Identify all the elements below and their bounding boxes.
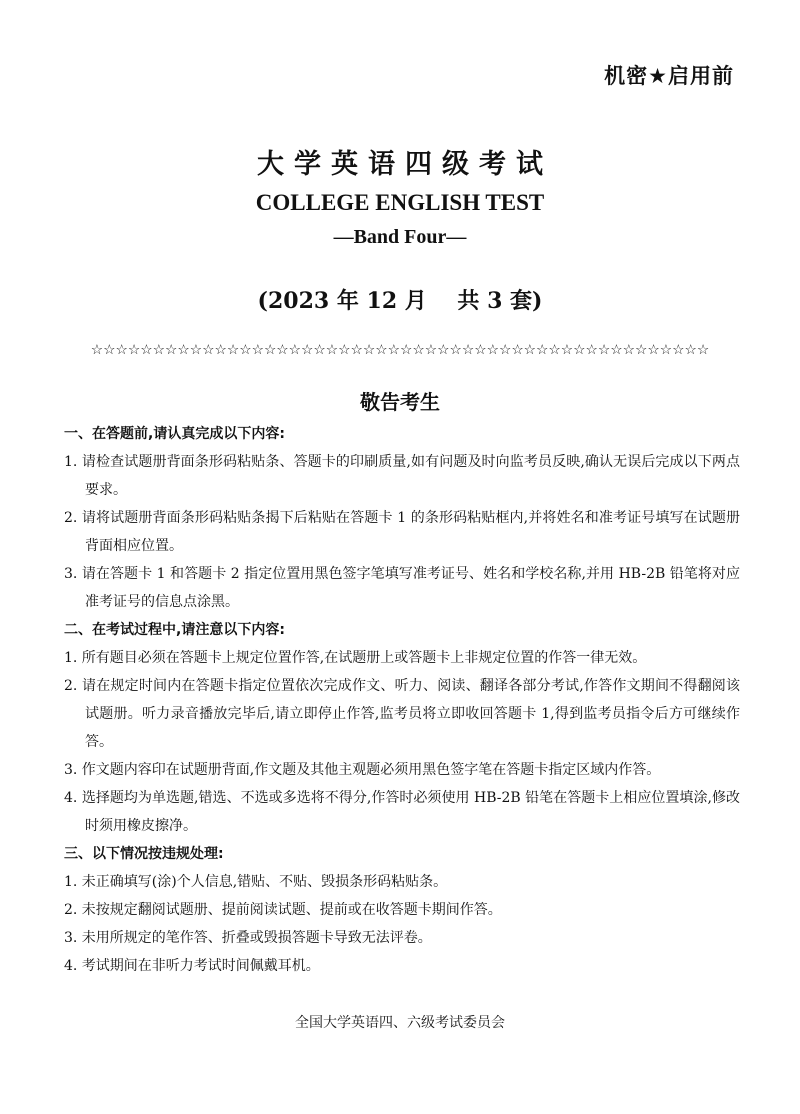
notice-item: 4. 选择题均为单选题,错选、不选或多选将不得分,作答时必须使用 HB-2B 铅笔在答题卡上相应位置填涂,修改时须用橡皮擦净。 <box>64 790 740 834</box>
star-divider: ☆☆☆☆☆☆☆☆☆☆☆☆☆☆☆☆☆☆☆☆☆☆☆☆☆☆☆☆☆☆☆☆☆☆☆☆☆☆☆☆☆☆☆☆☆☆☆☆☆☆ <box>90 342 710 358</box>
exam-title-english: COLLEGE ENGLISH TEST <box>255 190 545 215</box>
exam-date-line: (2023 年 12 月 共 3 套) <box>257 288 543 314</box>
section-heading: 二、在考试过程中,请注意以下内容: <box>64 622 285 638</box>
notice-section-violations <box>64 840 740 980</box>
notice-item: 1. 所有题目必须在答题卡上规定位置作答,在试题册上或答题卡上非规定位置的作答一律无效。 <box>64 650 647 666</box>
notice-item: 4. 考试期间在非听力考试时间佩戴耳机。 <box>64 958 320 974</box>
notice-section-before-exam <box>64 420 740 616</box>
notice-content <box>64 420 740 980</box>
section-heading: 三、以下情况按违规处理: <box>64 846 224 862</box>
section-heading: 一、在答题前,请认真完成以下内容: <box>64 426 285 442</box>
notice-section-during-exam <box>64 616 740 840</box>
exam-title-chinese: 大学英语四级考试 <box>257 149 553 180</box>
notice-item: 2. 未按规定翻阅试题册、提前阅读试题、提前或在收答题卡期间作答。 <box>64 902 502 918</box>
notice-item: 3. 未用所规定的笔作答、折叠或毁损答题卡导致无法评卷。 <box>64 930 432 946</box>
notice-item: 2. 请将试题册背面条形码粘贴条揭下后粘贴在答题卡 1 的条形码粘贴框内,并将姓名和准考证号填写在试题册背面相应位置。 <box>64 510 740 554</box>
notice-item: 3. 作文题内容印在试题册背面,作文题及其他主观题必须用黑色签字笔在答题卡指定区域内作答。 <box>64 762 661 778</box>
notice-item: 3. 请在答题卡 1 和答题卡 2 指定位置用黑色签字笔填写准考证号、姓名和学校名称,并用 HB-2B 铅笔将对应准考证号的信息点涂黑。 <box>64 566 740 610</box>
notice-heading: 敬告考生 <box>360 390 440 414</box>
exam-band-subtitle: —Band Four— <box>333 226 467 248</box>
issuing-committee: 全国大学英语四、六级考试委员会 <box>295 1015 505 1031</box>
notice-item: 1. 未正确填写(涂)个人信息,错贴、不贴、毁损条形码粘贴条。 <box>64 874 448 890</box>
confidential-label: 机密★启用前 <box>604 64 734 88</box>
notice-item: 2. 请在规定时间内在答题卡指定位置依次完成作文、听力、阅读、翻译各部分考试,作答作文期间不得翻阅该试题册。听力录音播放完毕后,请立即停止作答,监考员将立即收回答题卡 1,得到监考员指令后方可继续作答。 <box>64 678 740 750</box>
notice-item: 1. 请检查试题册背面条形码粘贴条、答题卡的印刷质量,如有问题及时向监考员反映,确认无误后完成以下两点要求。 <box>64 454 740 498</box>
